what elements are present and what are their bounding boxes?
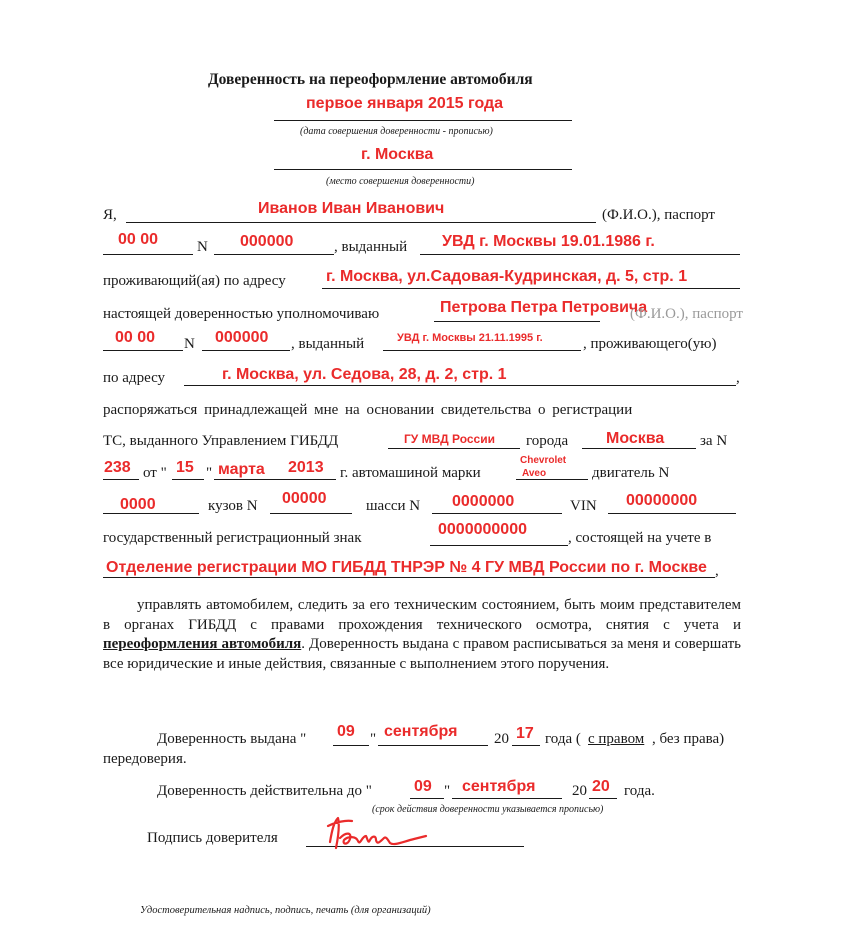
valid-day[interactable]: 09 bbox=[414, 778, 432, 795]
month-line bbox=[214, 479, 336, 480]
cert-number[interactable]: 238 bbox=[104, 459, 131, 476]
valid-day-line bbox=[410, 798, 444, 799]
issued-without-right: , без права) bbox=[652, 731, 725, 747]
cert-month[interactable]: марта bbox=[218, 461, 265, 478]
issued-month-line bbox=[378, 745, 488, 746]
vin-line bbox=[608, 513, 736, 514]
powers-paragraph bbox=[103, 596, 741, 674]
dispose-text: распоряжаться принадлежащей мне на основании свидетельства о регистрации bbox=[103, 402, 633, 418]
principal-name-line bbox=[126, 222, 596, 223]
brand-line1[interactable]: Chevrolet bbox=[520, 455, 567, 466]
cert-year[interactable]: 2013 bbox=[288, 459, 324, 476]
engine-number[interactable]: 0000 bbox=[120, 496, 156, 513]
valid-year[interactable]: 20 bbox=[592, 778, 610, 795]
registered-label: , состоящей на учете в bbox=[568, 530, 712, 546]
issued-year[interactable]: 17 bbox=[516, 725, 534, 742]
issued-with-right[interactable]: с правом bbox=[588, 731, 645, 747]
powers-text-after: . Доверенность выдана с правом расписываться за меня и совершать все юридические и иные действия, связанные с выполнением этого поручения. bbox=[103, 636, 741, 672]
principal-issued-label: , выданный bbox=[334, 239, 408, 255]
certification-note: Удостоверительная надпись, подпись, печать (для организаций) bbox=[140, 905, 431, 916]
agent-address-comma: , bbox=[736, 370, 740, 386]
agent-address[interactable]: г. Москва, ул. Седова, 28, д. 2, стр. 1 bbox=[222, 366, 507, 383]
agent-passport-series[interactable]: 00 00 bbox=[115, 329, 156, 346]
issued-quote-close: " bbox=[370, 731, 377, 747]
signature-label: Подпись доверителя bbox=[147, 830, 278, 846]
issued-day[interactable]: 09 bbox=[337, 723, 355, 740]
cert-day[interactable]: 15 bbox=[176, 459, 194, 476]
valid-month[interactable]: сентября bbox=[462, 778, 536, 795]
day-line bbox=[172, 479, 204, 480]
registration-office[interactable]: Отделение регистрации МО ГИБДД ТНРЭР № 4 ГУ МВД России по г. Москве bbox=[106, 559, 707, 576]
body-label: кузов N bbox=[208, 498, 258, 514]
agent-authorize-label: настоящей доверенностью уполномочиваю bbox=[103, 306, 380, 322]
agent-name[interactable]: Петрова Петра Петровича bbox=[440, 299, 648, 316]
powers-text-before: управлять автомобилем, следить за его техническим состоянием, быть моим представителем в органах ГИБДД с правами прохождения технического осмотра, снятия с учета и bbox=[103, 597, 741, 633]
document-title: Доверенность на переоформление автомобиля bbox=[208, 71, 533, 88]
chassis-label: шасси N bbox=[366, 498, 421, 514]
issued-month[interactable]: сентября bbox=[384, 723, 458, 740]
valid-year-line bbox=[589, 798, 617, 799]
principal-address[interactable]: г. Москва, ул.Садовая-Кудринская, д. 5, стр. 1 bbox=[326, 268, 688, 285]
agent-issued-label: , выданный bbox=[291, 336, 365, 352]
agent-fio-label: (Ф.И.О.), паспорт bbox=[630, 306, 743, 322]
agent-residing-label: , проживающего(ую) bbox=[583, 336, 717, 352]
registration-office-line bbox=[103, 577, 715, 578]
chassis-line bbox=[432, 513, 562, 514]
principal-passport-series[interactable]: 00 00 bbox=[118, 231, 159, 248]
date-value[interactable]: первое января 2015 года bbox=[306, 95, 504, 112]
principal-residing-label: проживающий(ая) по адресу bbox=[103, 273, 286, 289]
issued-redelegation: передоверия. bbox=[103, 751, 187, 767]
city-value[interactable]: Москва bbox=[606, 430, 665, 447]
cert-quote-close: " bbox=[206, 465, 213, 481]
ot-label: от " bbox=[143, 465, 167, 481]
body-line bbox=[270, 513, 352, 514]
gibdd-line bbox=[388, 448, 520, 449]
issued-year-line bbox=[512, 745, 540, 746]
plate-value[interactable]: 0000000000 bbox=[438, 521, 527, 538]
chassis-number[interactable]: 0000000 bbox=[452, 493, 515, 510]
valid-century: 20 bbox=[572, 783, 587, 799]
valid-year-label: года. bbox=[624, 783, 655, 799]
valid-label: Доверенность действительна до " bbox=[157, 783, 372, 799]
agent-passport-number[interactable]: 000000 bbox=[215, 329, 269, 346]
principal-n-label: N bbox=[197, 239, 208, 255]
valid-caption: (срок действия доверенности указывается прописью) bbox=[372, 804, 604, 815]
vin-label: VIN bbox=[570, 498, 597, 514]
valid-quote-close: " bbox=[444, 783, 451, 799]
agent-address-label: по адресу bbox=[103, 370, 166, 386]
issued-day-line bbox=[333, 745, 369, 746]
plate-label: государственный регистрационный знак bbox=[103, 530, 362, 546]
za-n-label: за N bbox=[700, 433, 728, 449]
gibdd-value[interactable]: ГУ МВД России bbox=[404, 432, 495, 446]
place-value[interactable]: г. Москва bbox=[361, 146, 434, 163]
engine-label: двигатель N bbox=[592, 465, 670, 481]
issued-label: Доверенность выдана " bbox=[157, 731, 307, 747]
principal-prefix: Я, bbox=[103, 207, 117, 223]
issued-century: 20 bbox=[494, 731, 509, 747]
agent-issued-by[interactable]: УВД г. Москвы 21.11.1995 г. bbox=[397, 332, 543, 344]
agent-address-line bbox=[184, 385, 736, 386]
principal-issued-line bbox=[420, 254, 740, 255]
agent-n-label: N bbox=[184, 336, 195, 352]
brand-line2[interactable]: Aveo bbox=[522, 468, 547, 479]
body-number[interactable]: 00000 bbox=[282, 490, 327, 507]
cert-number-line bbox=[103, 479, 139, 480]
principal-address-line bbox=[322, 288, 740, 289]
date-underline bbox=[274, 120, 572, 121]
signature-scribble-icon bbox=[322, 812, 432, 856]
vin-value[interactable]: 00000000 bbox=[626, 492, 698, 509]
principal-number-line bbox=[214, 254, 334, 255]
plate-line bbox=[430, 545, 568, 546]
agent-number-line bbox=[202, 350, 290, 351]
ts-label: ТС, выданного Управлением ГИБДД bbox=[103, 433, 339, 449]
principal-passport-number[interactable]: 000000 bbox=[240, 233, 294, 250]
principal-name[interactable]: Иванов Иван Иванович bbox=[258, 200, 445, 217]
principal-issued-by[interactable]: УВД г. Москвы 19.01.1986 г. bbox=[442, 233, 655, 250]
registration-comma: , bbox=[715, 563, 719, 579]
place-caption: (место совершения доверенности) bbox=[326, 176, 475, 187]
agent-name-line bbox=[434, 321, 600, 322]
place-underline bbox=[274, 169, 572, 170]
powers-highlight: переоформления автомобиля bbox=[103, 636, 302, 652]
agent-issued-line bbox=[383, 350, 581, 351]
date-caption: (дата совершения доверенности - прописью) bbox=[300, 126, 493, 137]
principal-fio-label: (Ф.И.О.), паспорт bbox=[602, 207, 715, 223]
issued-year-label: года ( bbox=[545, 731, 581, 747]
valid-month-line bbox=[452, 798, 562, 799]
city-line bbox=[582, 448, 696, 449]
agent-series-line bbox=[103, 350, 183, 351]
principal-series-line bbox=[103, 254, 193, 255]
year-suffix: г. автомашиной марки bbox=[340, 465, 481, 481]
brand-line bbox=[516, 479, 588, 480]
city-label: города bbox=[526, 433, 569, 449]
